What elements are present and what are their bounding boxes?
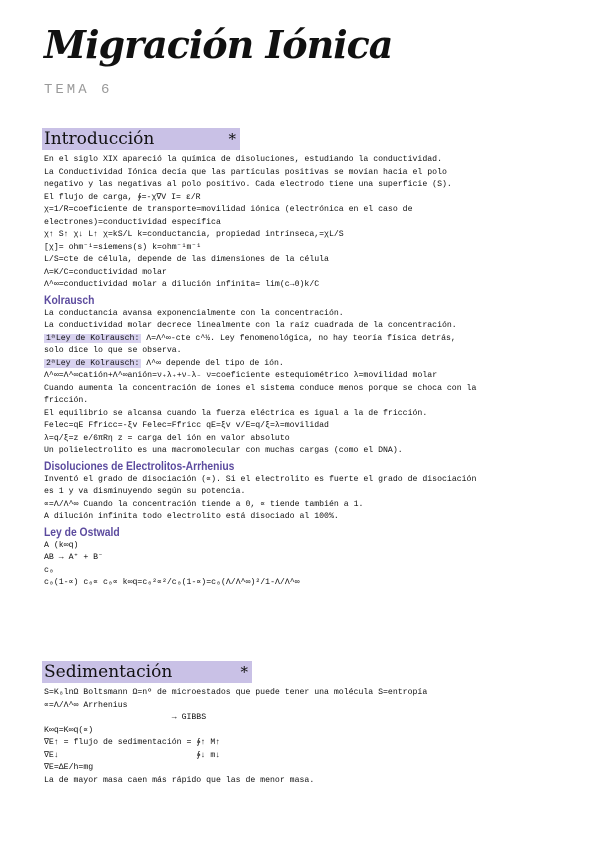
text-line: Felec=qE Ffricc=-ξv Felec=Ffricc qE=ξv v/E=q/ξ=λ=movilidad	[44, 421, 329, 430]
text-line: El flujo de carga, ∳=-χ∇V I= ε/R	[44, 192, 201, 202]
text-line: λ=q/ξ=z e/6πRη z = carga del ión en valor absoluto	[44, 433, 290, 443]
section-heading-sedimentacion	[42, 661, 252, 683]
text-line: A (k∞q)	[44, 540, 79, 550]
subheading-kolrausch: Kolrausch	[44, 292, 95, 307]
text-line: χ↑ S↑ χ↓ L↑ χ=kS/L k=conductancia, propiedad intrínseca,=χL/S	[44, 230, 344, 239]
text-line: Λ^∞=Λ^∞catión+Λ^∞anión=ν₊λ₊+ν₋λ₋ ν=coeficiente estequiométrico λ=movilidad molar	[44, 371, 438, 380]
law2-label: 2ªLey de Kolrausch:	[46, 358, 140, 368]
text-line: Inventó el grado de disociación (∝). Si el electrolito es fuerte el grado de disociación	[44, 474, 477, 484]
asterisk-mark: *	[228, 130, 236, 148]
text-line: La de mayor masa caen más rápido que las de menor masa.	[44, 775, 315, 785]
text-line: χ=1/R=coeficiente de transporte=movilidad iónica (electrónica en el caso de	[44, 205, 413, 214]
text-line: ∇E↑ = flujo de sedimentación = ∳↑ M↑	[44, 738, 221, 747]
text-line: electrones)=conductividad específica	[44, 217, 221, 227]
text-line: K∞q=K∞q(∝)	[44, 725, 94, 735]
section-sedimentacion-body	[44, 687, 574, 787]
law1-text: Λ=Λ^∞-cte c^½. Ley fenomenológica, no hay teoría física detrás,	[141, 333, 456, 343]
text-line: A dilución infinita todo electrolito está disociado al 100%.	[44, 512, 339, 521]
text-line: fricción.	[44, 396, 89, 405]
text-line: solo dice lo que se observa.	[44, 346, 182, 355]
document-subtitle: TEMA 6	[44, 82, 113, 98]
asterisk-mark: *	[240, 663, 248, 681]
section-heading-introduccion	[42, 128, 240, 150]
text-line: En el siglo XIX apareció la química de disoluciones, estudiando la conductividad.	[44, 155, 442, 164]
section-introduccion-body	[44, 154, 574, 590]
text-line: c₀	[44, 565, 54, 575]
document-title: Migración Iónica	[44, 22, 393, 67]
subheading-ostwald: Ley de Ostwald	[44, 524, 120, 539]
text-line: c₀(1-∝) c₀∝ c₀∝ k∞q=c₀²∝²/c₀(1-∝)=c₀(Λ/Λ^∞)²/1-Λ/Λ^∞	[44, 578, 300, 587]
text-line: La Conductividad Iónica decía que las partículas positivas se movían hacia el polo	[44, 167, 447, 177]
section-heading-text: Introducción	[44, 129, 155, 149]
law1-label: 1ªLey de Kolrausch:	[46, 333, 140, 343]
text-line: Λ^∞=conductividad molar a dilución infinita= lim(c→0)k/C	[44, 280, 320, 289]
text-line: negativo y las negativas al polo positivo. Cada electrodo tiene una superficie (S).	[44, 180, 452, 189]
law1-line	[44, 333, 574, 346]
text-line: Λ=K/C=conductividad molar	[44, 267, 167, 277]
text-line: La conductividad molar decrece linealmente con la raíz cuadrada de la concentración.	[44, 321, 457, 330]
text-line: ∇E=ΔE/h=mg	[44, 763, 94, 772]
text-line: AB → A⁺ + B⁻	[44, 553, 103, 562]
text-line: L/S=cte de célula, depende de las dimensiones de la célula	[44, 255, 329, 264]
text-line: ∝=Λ/Λ^∞ Cuando la concentración tiende a 0, ∝ tiende también a 1.	[44, 499, 364, 509]
text-line: ∝=Λ/Λ^∞ Arrhenius	[44, 700, 128, 710]
subheading-arrhenius: Disoluciones de Electrolitos-Arrhenius	[44, 458, 235, 473]
text-line: La conductancia avansa exponencialmente con la concentración.	[44, 308, 344, 318]
section-heading-text: Sedimentación	[44, 662, 173, 682]
text-line: [χ]= ohm⁻¹=siemens(s) k=ohm⁻¹m⁻¹	[44, 242, 202, 252]
law2-line	[44, 358, 574, 371]
text-line: S=K₈lnΩ Boltsmann Ω=nº de microestados que puede tener una molécula S=entropía	[44, 688, 428, 697]
text-line: → GIBBS	[44, 713, 207, 722]
law2-text: Λ^∞ depende del tipo de ión.	[141, 358, 284, 368]
text-line: Un polielectrolito es una macromolecular con muchas cargas (como el DNA).	[44, 446, 403, 455]
text-line: El equilibrio se alcansa cuando la fuerza eléctrica es igual a la de fricción.	[44, 408, 428, 418]
text-line: ∇E↓ ∳↓ m↓	[44, 750, 221, 760]
text-line: Cuando aumenta la concentración de iones el sistema conduce menos porque se choca con la	[44, 383, 477, 393]
text-line: es 1 y va disminuyendo según su potencia.	[44, 487, 246, 496]
